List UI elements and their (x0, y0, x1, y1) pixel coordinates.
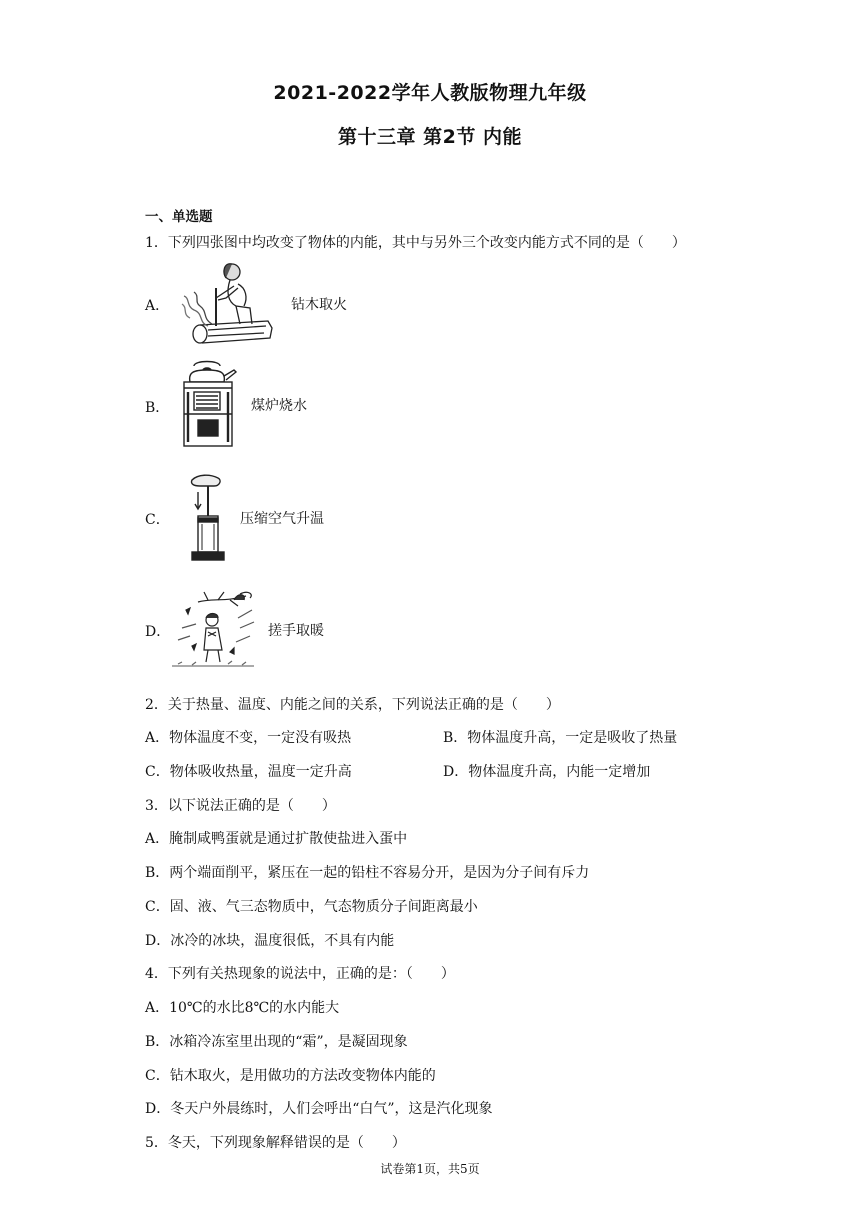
question-2-stem: 2．关于热量、温度、内能之间的关系，下列说法正确的是（ ） (145, 697, 560, 713)
question-1-stem: 1．下列四张图中均改变了物体的内能，其中与另外三个改变内能方式不同的是（ ） (145, 235, 686, 251)
drilling-wood-fire-icon (178, 258, 276, 350)
section-heading: 一、单选题 (145, 209, 213, 225)
page-title-line1: 2021-2022学年人教版物理九年级 (273, 82, 587, 104)
q1-option-b-letter: B． (145, 400, 170, 416)
page-title-line2: 第十三章 第2节 内能 (338, 126, 522, 148)
q3-option-a: A．腌制咸鸭蛋就是通过扩散使盐进入蛋中 (145, 831, 408, 847)
q3-option-b: B．两个端面削平，紧压在一起的铅柱不容易分开，是因为分子间有斥力 (145, 865, 590, 881)
page-footer: 试卷第1页，共5页 (380, 1162, 480, 1176)
coal-stove-kettle-icon (180, 358, 242, 448)
question-4-stem: 4．下列有关热现象的说法中，正确的是：（ ） (145, 966, 455, 982)
q2-option-d: D．物体温度升高，内能一定增加 (443, 764, 651, 780)
q3-option-c: C．固、液、气三态物质中，气态物质分子间距离最小 (145, 899, 478, 915)
q1-option-c-caption: 压缩空气升温 (240, 511, 324, 527)
air-compression-piston-icon (184, 472, 230, 564)
q1-option-a-letter: A． (145, 298, 170, 314)
rubbing-hands-warm-icon (168, 588, 258, 670)
q2-option-c: C．物体吸收热量，温度一定升高 (145, 764, 352, 780)
q1-option-a-caption: 钻木取火 (291, 297, 347, 313)
q4-option-d: D．冬天户外晨练时，人们会呼出“白气”，这是汽化现象 (145, 1101, 493, 1117)
q1-option-c-letter: C． (145, 512, 170, 528)
q4-option-c: C．钻木取火，是用做功的方法改变物体内能的 (145, 1068, 436, 1084)
q2-option-a: A．物体温度不变，一定没有吸热 (145, 730, 352, 746)
question-5-stem: 5．冬天，下列现象解释错误的是（ ） (145, 1135, 406, 1151)
q1-option-b-caption: 煤炉烧水 (251, 398, 307, 414)
q1-option-d-caption: 搓手取暖 (268, 623, 324, 639)
question-3-stem: 3．以下说法正确的是（ ） (145, 798, 336, 814)
q2-option-b: B．物体温度升高，一定是吸收了热量 (443, 730, 678, 746)
q1-option-d-letter: D． (145, 624, 171, 640)
q3-option-d: D．冰冷的冰块，温度很低，不具有内能 (145, 933, 395, 949)
q4-option-a: A．10℃的水比8℃的水内能大 (145, 1000, 340, 1016)
q4-option-b: B．冰箱冷冻室里出现的“霜”，是凝固现象 (145, 1034, 408, 1050)
